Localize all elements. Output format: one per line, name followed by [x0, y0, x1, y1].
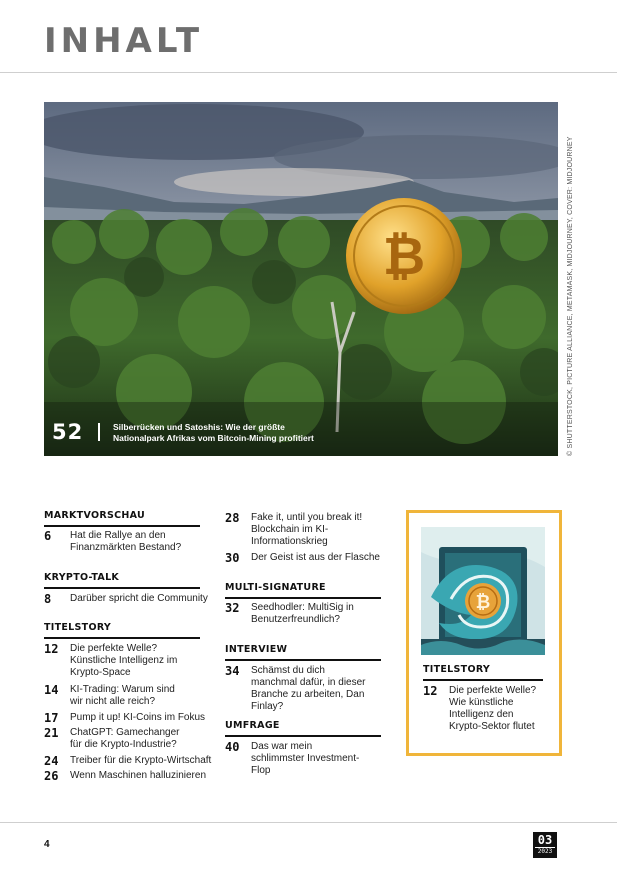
toc-page-number: 32 [225, 601, 240, 615]
section-interview: INTERVIEW [225, 644, 381, 661]
box-toc-entry[interactable] [423, 685, 537, 733]
issue-badge [533, 832, 557, 858]
toc-entry[interactable] [44, 712, 220, 724]
box-section-titelstory: TITELSTORY [423, 664, 543, 681]
toc-page-number: 34 [225, 664, 240, 678]
toc-title: Hat die Rallye an den Finanzmärkten Bestand? [70, 530, 182, 553]
toc-entry[interactable] [44, 530, 220, 554]
toc-page-number: 26 [44, 769, 59, 783]
toc-entry[interactable] [225, 741, 366, 777]
svg-text:₿: ₿ [382, 227, 426, 287]
toc-entry[interactable] [225, 552, 401, 564]
toc-page-number: 14 [44, 683, 59, 697]
toc-page-number: 8 [44, 592, 52, 606]
toc-page-number: 40 [225, 740, 240, 754]
toc-title: Pump it up! KI-Coins im Fokus [70, 712, 206, 723]
page-title: INHALT [44, 21, 204, 61]
toc-title: Fake it, until you break it! Blockchain im KI-Informationskrieg [251, 512, 363, 547]
toc-page-number: 24 [44, 754, 59, 768]
toc-title: Treiber für die Krypto-Wirtschaft [70, 755, 212, 766]
toc-title: Das war mein schlimmster Investment-Flop [251, 741, 360, 776]
toc-entry[interactable] [225, 665, 371, 713]
hero-caption [113, 422, 333, 444]
cover-artwork [421, 527, 545, 655]
caption-divider [98, 423, 100, 441]
toc-page-number: 6 [44, 529, 52, 543]
toc-page-number: 21 [44, 726, 59, 740]
toc-title: Schämst du dich manchmal dafür, in dieser Branche zu arbeiten, Dan Finlay? [251, 665, 366, 712]
issue-number: 03 [537, 833, 553, 847]
footer-divider [0, 822, 617, 823]
toc-page-number: 28 [225, 511, 240, 525]
toc-entry[interactable] [225, 512, 376, 548]
hero-photo [44, 102, 558, 456]
section-marktvorschau: MARKTVORSCHAU [44, 510, 200, 527]
toc-entry[interactable] [44, 643, 180, 679]
section-multi-signature: MULTI-SIGNATURE [225, 582, 381, 599]
toc-page-number: 12 [423, 684, 438, 698]
toc-entry[interactable] [44, 755, 220, 767]
hero-image[interactable] [44, 102, 558, 456]
toc-page-number: 17 [44, 711, 59, 725]
toc-title: Der Geist ist aus der Flasche [251, 552, 380, 563]
toc-entry[interactable] [44, 593, 220, 605]
photo-credit: © SHUTTERSTOCK, PICTURE ALLIANCE, METAMASK, MIDJOURNEY, COVER: MIDJOURNEY [567, 136, 574, 456]
toc-title: Seedhodler: MultiSig in Benutzerfreundlich? [251, 602, 354, 625]
toc-page-number: 30 [225, 551, 240, 565]
page-number: 4 [44, 839, 50, 850]
section-titelstory: TITELSTORY [44, 622, 200, 639]
toc-entry[interactable] [44, 727, 190, 751]
hero-page-number: 52 [52, 420, 84, 444]
toc-title: Wenn Maschinen halluzinieren [70, 770, 207, 781]
toc-entry[interactable] [225, 602, 361, 626]
header-divider [0, 72, 617, 73]
hero-caption-line-2: Nationalpark Afrikas vom Bitcoin-Mining profitiert [113, 433, 314, 443]
section-krypto-talk: KRYPTO-TALK [44, 572, 200, 589]
toc-page-number: 12 [44, 642, 59, 656]
toc-entry[interactable] [44, 770, 220, 782]
toc-title: Die perfekte Welle? Wie künstliche Intelligenz den Krypto-Sektor flutet [449, 685, 537, 732]
toc-entry[interactable] [44, 684, 180, 708]
hero-caption-line-1: Silberrücken und Satoshis: Wie der größte [113, 422, 285, 432]
toc-title: Die perfekte Welle? Künstliche Intelligenz im Krypto-Space [70, 643, 178, 678]
toc-title: KI-Trading: Warum sind wir nicht alle reich? [70, 684, 175, 707]
cover-image[interactable] [421, 527, 545, 655]
issue-year: 2023 [535, 847, 555, 856]
section-umfrage: UMFRAGE [225, 720, 381, 737]
toc-title: ChatGPT: Gamechanger für die Krypto-Industrie? [70, 727, 180, 750]
toc-title: Darüber spricht die Community [70, 593, 208, 604]
svg-text:₿: ₿ [475, 592, 491, 613]
